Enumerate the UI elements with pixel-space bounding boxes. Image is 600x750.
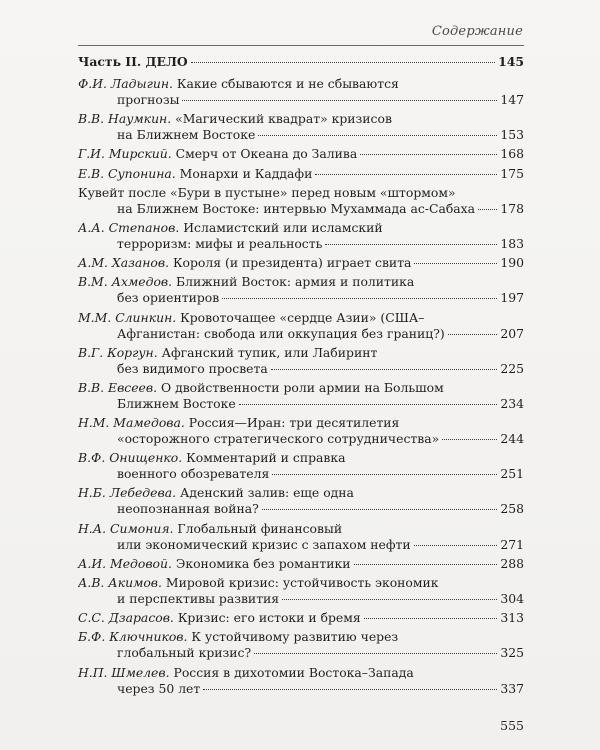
toc-title-text: Исламистский или исламский [179, 219, 383, 235]
toc-entry [78, 521, 524, 553]
toc-entry-first-line [78, 274, 524, 290]
toc-entry-last-line [78, 146, 524, 162]
leader-dots [254, 652, 497, 654]
leader-dots [360, 153, 497, 155]
toc-title-text: О двойственности роли армии на Большом [157, 379, 444, 395]
toc-line-text [117, 431, 439, 447]
toc-title-text: «осторожного стратегического сотрудничества» [117, 431, 440, 447]
leader-dots [271, 368, 497, 370]
toc-title-text: Глобальный финансовый [173, 520, 343, 536]
toc-page-number: 225 [500, 360, 524, 376]
toc-line-text [117, 201, 475, 217]
toc-title-text: терроризм: мифы и реальность [117, 235, 323, 251]
toc-line-text [117, 236, 322, 252]
toc-author: Г.И. Мирский. [78, 146, 172, 162]
toc-title-text: Мировой кризис: устойчивость экономик [161, 575, 439, 590]
toc-page-number: 234 [500, 395, 524, 411]
toc-page-number: 183 [500, 235, 524, 251]
toc-title-text: Какие сбываются и не сбываются [172, 76, 399, 91]
toc-entry-first-line [78, 450, 524, 466]
leader-dots [191, 61, 495, 63]
leader-dots [442, 438, 497, 440]
toc-entry-first-line [78, 111, 524, 127]
toc-title-text: Ближнем Востоке [117, 395, 236, 411]
toc-page-number: 207 [500, 325, 524, 341]
toc-entry-first-line [78, 220, 524, 236]
toc-entry-first-line [78, 76, 524, 92]
toc-page-number: 153 [500, 127, 524, 143]
toc-author: А.В. Акимов. [78, 575, 162, 590]
toc-page-number: 304 [500, 591, 524, 606]
leader-dots [315, 173, 497, 175]
toc-author: Н.Б. Лебедева. [78, 485, 177, 501]
toc-line-text [78, 556, 351, 572]
leader-dots [478, 208, 497, 210]
toc-page-number: 147 [500, 92, 524, 107]
toc-entry-last-line [78, 537, 524, 553]
toc-entry-last-line [78, 501, 524, 517]
toc-title-text: Смерч от Океана до Залива [171, 146, 358, 162]
leader-dots [448, 333, 497, 335]
toc-page-number: 251 [500, 466, 524, 482]
toc-entry-last-line [78, 361, 524, 377]
toc-author: Н.П. Шмелев. [78, 664, 170, 680]
toc-page-number: 145 [498, 54, 524, 69]
toc-part-title: Часть II. ДЕЛО [78, 54, 188, 69]
toc-title-text: через 50 лет [117, 680, 201, 696]
leader-dots [239, 403, 497, 405]
toc-page-number: 244 [500, 431, 524, 447]
toc-entry-last-line [78, 236, 524, 252]
toc-author: А.И. Медовой. [78, 555, 172, 571]
toc-title-text: прогнозы [117, 92, 180, 107]
toc-entry-last-line [78, 681, 524, 697]
leader-dots [364, 617, 497, 619]
toc-entry-last-line [78, 127, 524, 143]
leader-dots [262, 508, 497, 510]
leader-dots [203, 688, 497, 690]
toc-title-text: и перспективы развития [117, 591, 280, 606]
leader-dots [222, 297, 497, 299]
toc-line-text [78, 166, 312, 182]
toc-entry [78, 610, 524, 626]
leader-dots [414, 544, 497, 546]
toc-title-text: Комментарий и справка [182, 450, 346, 466]
toc-author: А.М. Хазанов. [78, 255, 170, 271]
toc-author: А.А. Степанов. [78, 219, 180, 235]
toc-entry-last-line [78, 645, 524, 661]
toc-title-text: Кризис: его истоки и бремя [173, 610, 361, 626]
toc-entry-last-line [78, 591, 524, 607]
toc-entry-last-line [78, 92, 524, 108]
toc-line-text [117, 290, 219, 306]
toc-title-text: Кувейт после «Бури в пустыне» перед новым «штормом» [78, 184, 456, 200]
toc-title-text: Афганский тупик, или Лабиринт [157, 344, 378, 360]
toc-page-number: 197 [500, 290, 524, 306]
toc-entry-first-line [78, 345, 524, 361]
toc-part-heading [78, 54, 524, 70]
toc-title-text: без видимого просвета [117, 360, 268, 376]
toc-entry-last-line [78, 466, 524, 482]
leader-dots [272, 473, 497, 475]
toc-line-text [78, 610, 361, 626]
toc-author: Е.В. Супонина. [78, 165, 176, 181]
toc-title-text: на Ближнем Востоке [117, 127, 256, 143]
toc-entry-first-line [78, 380, 524, 396]
toc-page-number: 313 [500, 610, 524, 626]
toc-entry [78, 255, 524, 271]
toc-line-text [117, 645, 251, 661]
toc-line-text [117, 326, 445, 342]
toc-page-number: 325 [500, 645, 524, 661]
toc-title-text: Россия в дихотомии Востока–Запада [169, 664, 414, 680]
leader-dots [282, 598, 497, 600]
toc-author: В.В. Евсеев. [78, 379, 158, 395]
toc-entry-last-line [78, 54, 524, 70]
toc-entry [78, 345, 524, 377]
toc-page-number: 168 [500, 146, 524, 162]
toc-entry [78, 380, 524, 412]
toc-entry [78, 415, 524, 447]
toc-page-number: 258 [500, 501, 524, 517]
toc-entry-last-line [78, 396, 524, 412]
toc-title-text: Монархи и Каддафи [175, 165, 313, 181]
toc-line-text [117, 466, 269, 482]
toc-author: Ф.И. Ладыгин. [78, 76, 173, 91]
toc-entry-last-line [78, 201, 524, 217]
toc-title-text: на Ближнем Востоке: интервью Мухаммада ас-Сабаха [117, 200, 476, 216]
toc-title-text: или экономический кризис с запахом нефти [117, 536, 411, 552]
toc-entry [78, 146, 524, 162]
toc-author: В.Ф. Онищенко. [78, 450, 183, 466]
toc-entry [78, 220, 524, 252]
toc-entry-first-line [78, 665, 524, 681]
toc-entry-last-line [78, 166, 524, 182]
toc-entry [78, 665, 524, 697]
toc-entry-last-line [78, 556, 524, 572]
toc-entry [78, 556, 524, 572]
toc-title-text: Афганистан: свобода или оккупация без границ?) [117, 325, 445, 341]
toc-entry-last-line [78, 610, 524, 626]
toc-author: В.Г. Коргун. [78, 344, 158, 360]
toc-entry-first-line [78, 310, 524, 326]
header-rule [78, 45, 524, 46]
toc-entry [78, 76, 524, 108]
toc-title-text: К устойчивому развитию через [187, 629, 399, 645]
leader-dots [325, 243, 497, 245]
toc-title-text: глобальный кризис? [117, 645, 252, 661]
toc-title-text: Кровоточащее «сердце Азии» (США– [176, 309, 425, 325]
toc-entry [78, 450, 524, 482]
toc-line-text [117, 396, 236, 412]
toc-title-text: Короля (и президента) играет свита [169, 255, 412, 271]
toc-entry-first-line [78, 521, 524, 537]
toc-author: С.С. Дзарасов. [78, 610, 174, 626]
toc-title-text: «Магический квадрат» кризисов [171, 111, 392, 127]
toc-entry [78, 629, 524, 661]
toc-title-text: Ближний Восток: армия и политика [172, 274, 415, 290]
toc-page-number: 271 [500, 536, 524, 552]
toc-line-text [117, 681, 200, 697]
leader-dots [354, 563, 497, 565]
toc-page-number: 175 [500, 165, 524, 181]
toc-author: В.М. Ахмедов. [78, 274, 173, 290]
toc-line-text [117, 361, 268, 377]
toc-author: В.В. Наумкин. [78, 111, 172, 127]
toc-page-number: 288 [500, 555, 524, 571]
leader-dots [414, 262, 497, 264]
toc-entry [78, 485, 524, 517]
toc-entry-last-line [78, 290, 524, 306]
toc-entry [78, 274, 524, 306]
toc-author: Б.Ф. Ключников. [78, 629, 188, 645]
toc-entry-first-line [78, 415, 524, 431]
toc-entry-first-line [78, 185, 524, 201]
toc-line-text [117, 537, 411, 553]
toc-line-text [117, 501, 259, 517]
toc-line-text [117, 92, 179, 108]
toc-entry [78, 575, 524, 607]
toc-page-number: 337 [500, 680, 524, 696]
toc-entry-last-line [78, 326, 524, 342]
toc-author: Н.М. Мамедова. [78, 415, 185, 431]
toc-page-number: 190 [500, 255, 524, 271]
running-title: Содержание [431, 24, 523, 39]
leader-dots [258, 134, 497, 136]
toc-line-text [117, 591, 279, 607]
toc-entry [78, 310, 524, 342]
toc-entry [78, 185, 524, 217]
toc-page-number: 178 [500, 200, 524, 216]
toc-title-text: без ориентиров [117, 290, 220, 306]
toc-line-text [78, 54, 188, 70]
toc-entry [78, 111, 524, 143]
toc-entry [78, 166, 524, 182]
toc-author: М.М. Слинкин. [78, 309, 177, 325]
toc-title-text: Экономика без романтики [171, 555, 351, 571]
toc-entry-first-line [78, 485, 524, 501]
toc-title-text: Россия—Иран: три десятилетия [184, 415, 400, 431]
toc-entry-last-line [78, 255, 524, 271]
table-of-contents [78, 54, 524, 700]
leader-dots [182, 99, 497, 101]
toc-title-text: неопознанная война? [117, 501, 259, 517]
page-number: 555 [500, 718, 524, 733]
toc-entry-first-line [78, 629, 524, 645]
toc-line-text [78, 146, 357, 162]
toc-line-text [78, 255, 411, 271]
toc-author: Н.А. Симония. [78, 520, 174, 536]
toc-title-text: военного обозревателя [117, 466, 270, 482]
toc-line-text [117, 127, 255, 143]
toc-entry-last-line [78, 431, 524, 447]
toc-entry-first-line [78, 575, 524, 591]
toc-title-text: Аденский залив: еще одна [176, 485, 354, 501]
